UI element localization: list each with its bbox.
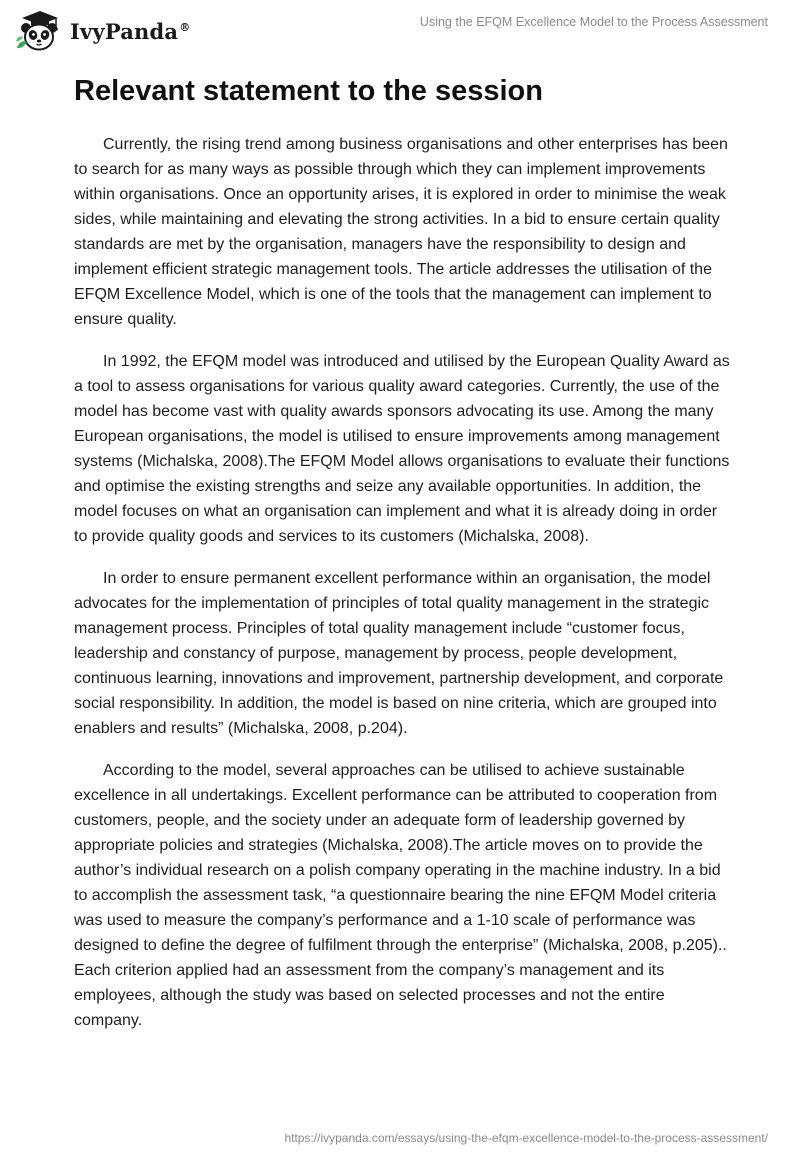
paragraph-3: In order to ensure permanent excellent performance within an organisation, the model advocates for the implementation of principles of total quality management in the strategic management process. Principles of total quality management include “customer focus, leadership and constancy of purpose, management by process, people development, continuous learning, innovations and improvement, partnership development, and corporate social responsibility. In addition, the model is based on nine criteria, which are grouped into enablers and results” (Michalska, 2008, p.204). <box>74 570 724 737</box>
document-title: Using the EFQM Excellence Model to the Process Assessment <box>419 15 768 29</box>
page-header <box>0 0 800 62</box>
source-url-link[interactable]: https://ivypanda.com/essays/using-the-efqm-excellence-model-to-the-process-assessment/ <box>284 1131 768 1145</box>
paragraph-1: Currently, the rising trend among business organisations and other enterprises has been to search for as many ways as possible through which they can implement improvements within organisations. Once an opportunity arises, it is explored in order to minimise the weak sides, while maintaining and elevating the strong activities. In a bid to ensure certain quality standards are met by the organisation, managers have the responsibility to design and implement efficient strategic management tools. The article addresses the utilisation of the EFQM Excellence Model, which is one of the tools that the management can implement to ensure quality. <box>74 136 728 328</box>
registered-mark: ® <box>179 20 191 34</box>
paragraph-2: In 1992, the EFQM model was introduced and utilised by the European Quality Award as a tool to assess organisations for various quality award categories. Currently, the use of the model has become vast with quality awards sponsors advocating its use. Among the many European organisations, the model is utilised to ensure improvements among management systems (Michalska, 2008).The EFQM Model allows organisations to evaluate their functions and optimise the existing strengths and seize any available opportunities. In addition, the model focuses on what an organisation can implement and what it is already doing in order to provide quality goods and services to its customers (Michalska, 2008). <box>74 353 730 545</box>
paragraph-4: According to the model, several approaches can be utilised to achieve sustainable excellence in all undertakings. Excellent performance can be attributed to cooperation from customers, people, and the society under an adequate form of leadership governed by appropriate policies and strategies (Michalska, 2008).The article moves on to provide the author’s individual research on a polish company operating in the machine industry. In a bid to accomplish the assessment task, “a questionnaire bearing the nine EFQM Model criteria was used to measure the company’s performance and a 1-10 scale of performance was designed to define the degree of fulfilment through the enterprise” (Michalska, 2008, p.205).. Each criterion applied had an assessment from the company’s management and its employees, although the study was based on selected processes and not the entire company. <box>74 762 727 1029</box>
section-heading: Relevant statement to the session <box>74 75 543 107</box>
panda-graduation-cap-icon <box>14 8 64 54</box>
logo-wordmark <box>70 19 190 44</box>
article-body <box>74 132 734 1050</box>
logo-text: IvyPanda <box>70 18 179 44</box>
ivypanda-logo[interactable] <box>14 8 190 54</box>
